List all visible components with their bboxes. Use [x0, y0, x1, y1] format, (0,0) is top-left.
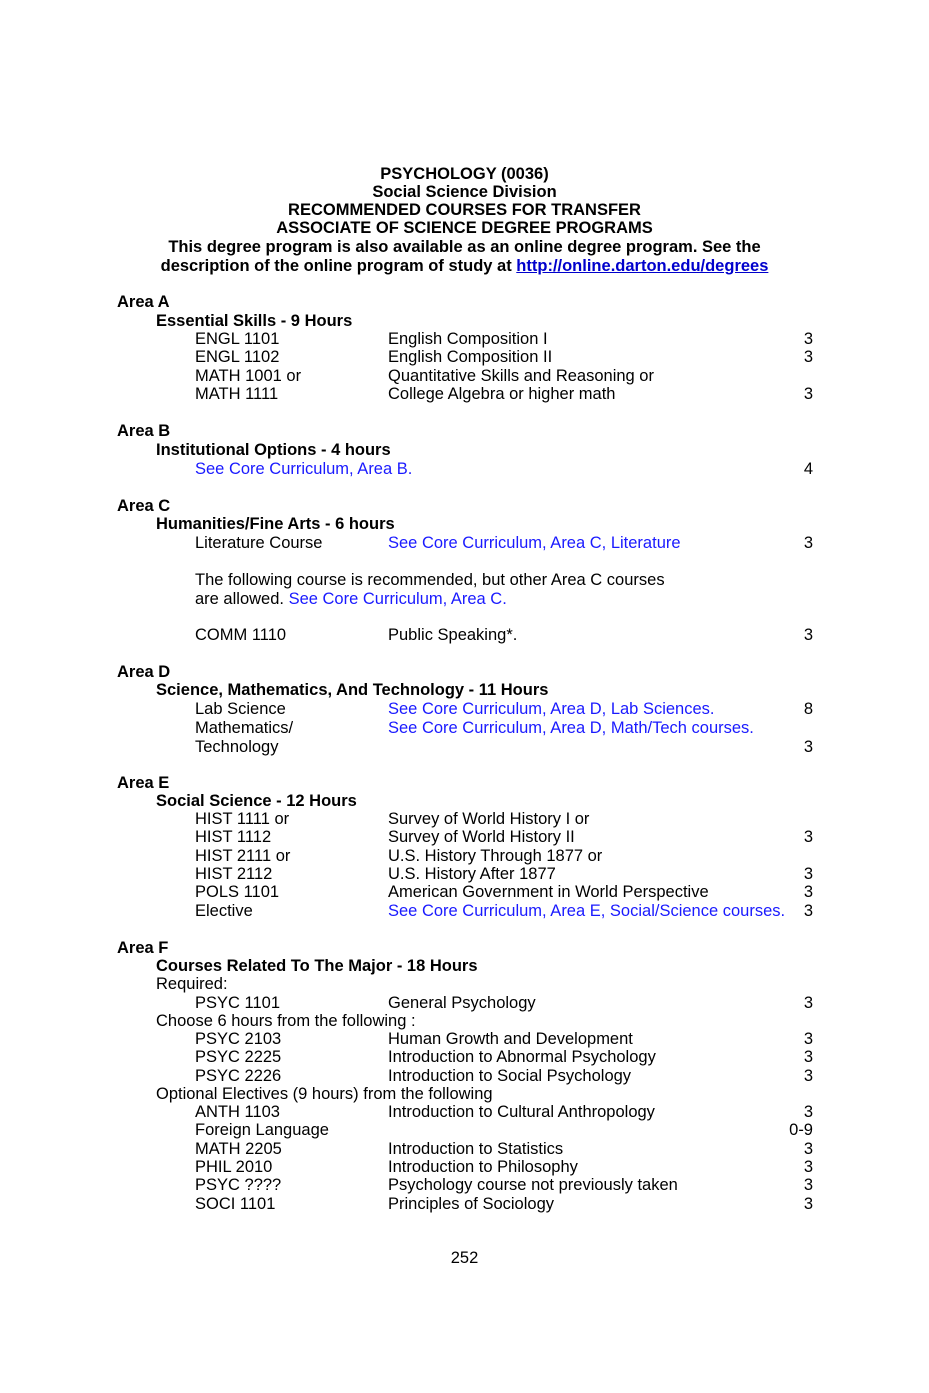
course-code: Foreign Language [195, 1121, 329, 1140]
area-b-heading: Institutional Options - 4 hours [156, 441, 391, 459]
literature-hours: 3 [803, 534, 813, 552]
course-hours: 3 [803, 1048, 813, 1067]
course-code: PSYC 2103 [195, 1030, 282, 1048]
course-title: Introduction to Social Psychology [388, 1066, 632, 1085]
course-code: HIST 1111 or [195, 810, 290, 828]
course-title: College Algebra or higher math [388, 384, 616, 403]
area-d-heading: Science, Mathematics, And Technology - 11 Hours [156, 681, 549, 699]
area-b-label: Area B [117, 422, 171, 440]
division-name: Social Science Division [372, 183, 557, 201]
course-code: PSYC 1101 [195, 994, 280, 1012]
course-title: Introduction to Abnormal Psychology [388, 1048, 656, 1067]
course-code: ANTH 1103 [195, 1103, 280, 1121]
course-hours: 3 [803, 330, 813, 348]
area-e-label: Area E [117, 774, 170, 792]
course-title: Introduction to Statistics [388, 1139, 564, 1158]
area-c-core-link[interactable]: See Core Curriculum, Area C. [288, 590, 507, 608]
degree-heading: ASSOCIATE OF SCIENCE DEGREE PROGRAMS [276, 219, 653, 237]
course-code: HIST 2112 [195, 864, 273, 883]
online-note-line1: This degree program is also available as an online degree program. See the [168, 238, 761, 256]
online-degrees-link[interactable]: http://online.darton.edu/degrees [516, 257, 769, 275]
literature-course-code: Literature Course [195, 534, 323, 552]
recommended-heading: RECOMMENDED COURSES FOR TRANSFER [288, 201, 641, 219]
area-f-heading: Courses Related To The Major - 18 Hours [156, 957, 478, 975]
area-b-hours: 4 [803, 460, 813, 478]
lab-science-hours: 8 [803, 700, 813, 718]
course-code: MATH 2205 [195, 1139, 282, 1158]
online-note-line2: description of the online program of study at http://online.darton.edu/degrees [160, 257, 769, 275]
course-title: Introduction to Philosophy [388, 1157, 578, 1176]
course-hours: 3 [803, 384, 813, 403]
area-a-heading: Essential Skills - 9 Hours [156, 312, 353, 330]
course-code: PHIL 2010 [195, 1157, 273, 1176]
math-tech-code-line2: Technology [195, 738, 279, 756]
area-c-heading: Humanities/Fine Arts - 6 hours [156, 515, 395, 533]
course-hours: 3 [803, 1176, 813, 1195]
elective-code: Elective [195, 902, 253, 920]
course-hours: 3 [803, 828, 813, 847]
course-hours: 3 [803, 1030, 813, 1048]
course-hours: 3 [803, 994, 813, 1012]
area-f-label: Area F [117, 939, 169, 957]
comm-course-title: Public Speaking*. [388, 626, 518, 644]
area-c-label: Area C [117, 497, 171, 515]
area-d-lab-link[interactable]: See Core Curriculum, Area D, Lab Sciences. [388, 700, 715, 718]
required-label: Required: [156, 975, 228, 993]
math-tech-hours: 3 [803, 738, 813, 756]
lab-science-code: Lab Science [195, 700, 286, 718]
course-hours: 0-9 [789, 1121, 813, 1140]
course-code: MATH 1001 or [195, 366, 302, 385]
course-code: PSYC 2225 [195, 1048, 282, 1067]
area-e-social-link[interactable]: See Core Curriculum, Area E, Social/Science courses. [388, 902, 786, 920]
comm-course-hours: 3 [803, 626, 813, 644]
page-number: 252 [450, 1249, 479, 1267]
page-title: PSYCHOLOGY (0036) [380, 165, 549, 183]
course-code: PSYC ???? [195, 1176, 282, 1195]
course-code: POLS 1101 [195, 883, 280, 902]
course-title: Survey of World History I or [388, 810, 590, 828]
choose-label: Choose 6 hours from the following : [156, 1012, 416, 1030]
area-b-core-link[interactable]: See Core Curriculum, Area B. [195, 460, 413, 478]
area-c-literature-link[interactable]: See Core Curriculum, Area C, Literature [388, 534, 681, 552]
course-hours: 3 [803, 1103, 813, 1121]
elective-hours: 3 [803, 902, 813, 920]
course-title: Quantitative Skills and Reasoning or [388, 366, 654, 385]
area-c-note-line2: are allowed. See Core Curriculum, Area C. [195, 590, 507, 608]
course-title: American Government in World Perspective [388, 883, 709, 902]
course-code: MATH 1111 [195, 384, 279, 403]
course-title: U.S. History Through 1877 or [388, 846, 603, 865]
area-c-note-line1: The following course is recommended, but other Area C courses [195, 571, 665, 589]
course-title: General Psychology [388, 994, 536, 1012]
course-hours: 3 [803, 348, 813, 367]
course-code: ENGL 1102 [195, 348, 280, 367]
course-hours: 3 [803, 1157, 813, 1176]
course-title: English Composition II [388, 348, 553, 367]
course-title: Survey of World History II [388, 828, 575, 847]
course-title: U.S. History After 1877 [388, 864, 556, 883]
area-a-label: Area A [117, 293, 170, 311]
comm-course-code: COMM 1110 [195, 626, 287, 644]
course-hours: 3 [803, 1194, 813, 1213]
course-hours: 3 [803, 864, 813, 883]
course-code: HIST 1112 [195, 828, 272, 847]
area-d-math-link[interactable]: See Core Curriculum, Area D, Math/Tech courses. [388, 719, 754, 737]
area-e-heading: Social Science - 12 Hours [156, 792, 357, 810]
course-title: Human Growth and Development [388, 1030, 633, 1048]
math-tech-code-line1: Mathematics/ [195, 719, 294, 737]
course-code: HIST 2111 or [195, 846, 291, 865]
course-title: Principles of Sociology [388, 1194, 554, 1213]
course-title: English Composition I [388, 330, 548, 348]
course-code: ENGL 1101 [195, 330, 280, 348]
course-hours: 3 [803, 1066, 813, 1085]
course-title: Introduction to Cultural Anthropology [388, 1103, 655, 1121]
course-code: PSYC 2226 [195, 1066, 282, 1085]
course-hours: 3 [803, 883, 813, 902]
area-d-label: Area D [117, 663, 171, 681]
course-title: Psychology course not previously taken [388, 1176, 678, 1195]
course-hours: 3 [803, 1139, 813, 1158]
course-code: SOCI 1101 [195, 1194, 276, 1213]
optional-label: Optional Electives (9 hours) from the following [156, 1085, 493, 1103]
